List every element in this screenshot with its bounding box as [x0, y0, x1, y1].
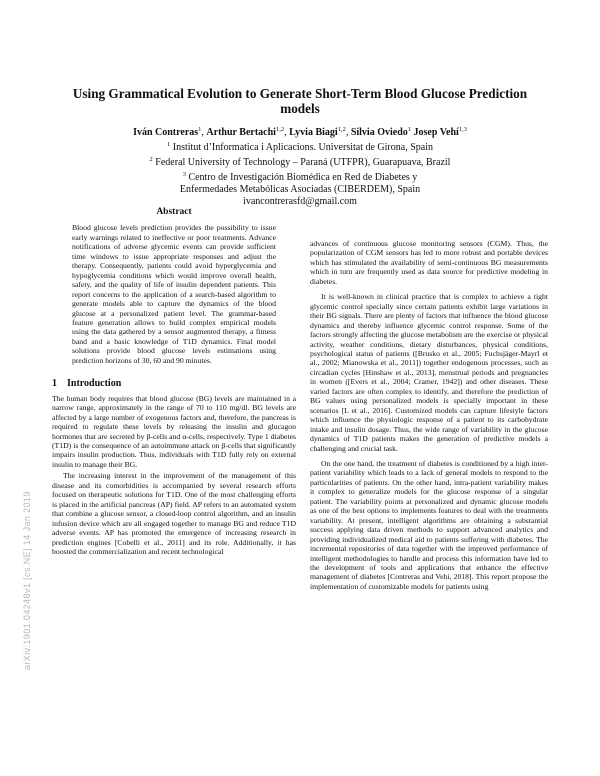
right-column: [310, 239, 548, 591]
affiliation-line: Enfermedades Metabólicas Asociadas (CIBERDEM), Spain: [179, 184, 421, 195]
author-block: [58, 124, 542, 208]
body-paragraph: The human body requires that blood glucose (BG) levels are maintained in a narrow range, approximately in the range of 70 to 110 mg/dl. BG levels are affected by a large number of exogenous factors and, therefore, the pancreas is required to regulate these levels by releasing the insulin and glucagon hormones that are secreted by β-cells and α-cells, respectively. Type 1 diabetes (T1D) is the consequence of an autoimmune attack on β-cells that significantly impairs insulin production. Thus, individuals with T1D fully rely on external insulin to manage their BG.: [52, 393, 296, 469]
left-column: [52, 208, 296, 556]
paper-title: Using Grammatical Evolution to Generate Short-Term Blood Glucose Prediction models: [72, 86, 528, 116]
author-name: Arthur Bertachi: [206, 127, 276, 138]
author-list: Iván Contreras$^1$, Arthur Bertachi$^{1,2}$, Lyvia Biagi$^{1,2}$, Silvia Oviedo$^1$ Josep Vehí$^{1,3}$: [133, 126, 467, 138]
abstract-text: Blood glucose levels prediction provides the possibility to issue early warnings related to ineffective or poor treatments. Advance notifications of adverse glycemic events can provide sufficient time windows to issue appropriate responses and adjust the therapy. Consequently, patients could avoid hyperglycemia and hypoglycemia conditions which would improve overall health, safety, and the quality of life of insulin dependent patients. This report concerns to the application of a search-based algorithm to generate models able to capture the dynamics of the blood glucose at a personalized patient level. The grammar-based feature generation allows to build complex empirical models using the data gathered by a sensor augmented therapy, a fitness band and a basic knowledge of T1D dynamics. Final model solutions provide blood glucose levels estimations using prediction horizons of 30, 60 and 90 minutes.: [72, 223, 276, 365]
author-affiliation-mark: 1,2: [275, 126, 285, 133]
affiliation-line: $^1$ Institut d’Informatica i Aplicacions. Universitat de Girona, Spain: [167, 141, 433, 153]
section-title: Introduction: [67, 378, 122, 390]
abstract-heading: Abstract: [156, 207, 192, 217]
author-email[interactable]: ivancontrerasfd@gmail.com: [243, 196, 357, 207]
body-paragraph: advances of continuous glucose monitoring sensors (CGM). Thus, the popularization of CGM sensors has led to more robust and portable devices which has stimulated the availability of semi-continuous BG measurements which in turn are frequently used as data source for predictive modeling in diabetes.: [310, 239, 548, 286]
affiliation-line: $^2$ Federal University of Technology – Paraná (UTFPR), Guarapuava, Brazil: [149, 156, 451, 168]
arxiv-watermark-text: arXiv:1901.04248v1 [cs.NE] 14 Jan 2019: [22, 491, 32, 670]
author-name: Lyvia Biagi: [289, 127, 338, 138]
author-affiliation-mark: 1: [198, 126, 202, 133]
author-affiliation-mark: 1,3: [458, 126, 467, 133]
affiliation-line: $^3$ Centro de Investigación Biomédica en Red de Diabetes y: [182, 171, 418, 183]
author-affiliation-mark: 1,2: [337, 126, 346, 133]
arxiv-watermark: [22, 330, 34, 670]
body-paragraph: It is well-known in clinical practice that is complex to achieve a tight glycemic control specially since certain patients exhibit large variations in their BG signals. There are plenty of factors that influence the blood glucose dynamics and thereby influence glycemic control response. Some of the factors strongly affecting the glucose metabolism are the exercise or physical activity, weather conditions, dietary disturbances, physical conditions, psychological status of patients ([Brusko et al., 2005; Fuchsjäger-Mayrl et al., 2002; Mianowska et al., 2011]) together endogenous processes, such as circadian cycles [Hinshaw et al., 2013], menstrual periods and pregnancies in women ([Evers et al., 2004; Cramer, 1942]) and other diseases. These varied factors are often complex to identify, and therefore the prediction of BG values using personalized models is specially important in these scenarios [L et al., 2016]. Customized models can capture lifestyle factors which influence the physiologic response of a patient to its carbohydrate intake and insulin dosage. Thus, the wide range of variability in the glucose dynamics of T1D patients makes the generation of predictive models a challenging and crucial task.: [310, 292, 548, 453]
author-name: Josep Vehí: [413, 127, 459, 138]
author-name: Iván Contreras: [133, 127, 199, 138]
section-number: 1: [52, 378, 57, 390]
section-heading: [52, 379, 296, 388]
body-paragraph: On the one hand, the treatment of diabetes is conditioned by a high inter-patient variability which leads to a lack of general models to respond to the particularities of patients. On the other hand, intra-patient variability makes it complex to generalize models for the glucose response of a singular patient. The variability points at personalized and dynamic glucose models as one of the best options to implements features to deal with the treatments variability. At present, intelligent algorithms are obtaining a substantial success applying data driven methods to support advanced analytics and providing individualized medical aid to patients suffering with diabetes. The incremental repositories of data together with the improved performance of intelligent methodologies to handle and process this information have led to the development of tools and applications that enhance the effective management of diabetes [Contreras and Vehi, 2018]. This report propose the implementation of customizable models for patients using: [310, 458, 548, 591]
author-name: Silvia Oviedo: [350, 127, 408, 138]
author-affiliation-mark: 1: [407, 126, 412, 133]
body-paragraph: The increasing interest in the improvement of the management of this disease and its comorbidities is accompanied by several research efforts focused on therapeutic solutions for T1D. One of the most challenging efforts is placed in the artificial pancreas (AP) field. AP refers to an automated system that combine a glucose sensor, a closed-loop control algorithm, and an insulin infusion device which are all engaged together to manage BG and reduce T1D adverse events. AP has promoted the emergence of increasing research in prediction engines [Cobelli et al., 2011] and its role. Additionally, it has boosted the commercialization and recent technological: [52, 471, 296, 556]
